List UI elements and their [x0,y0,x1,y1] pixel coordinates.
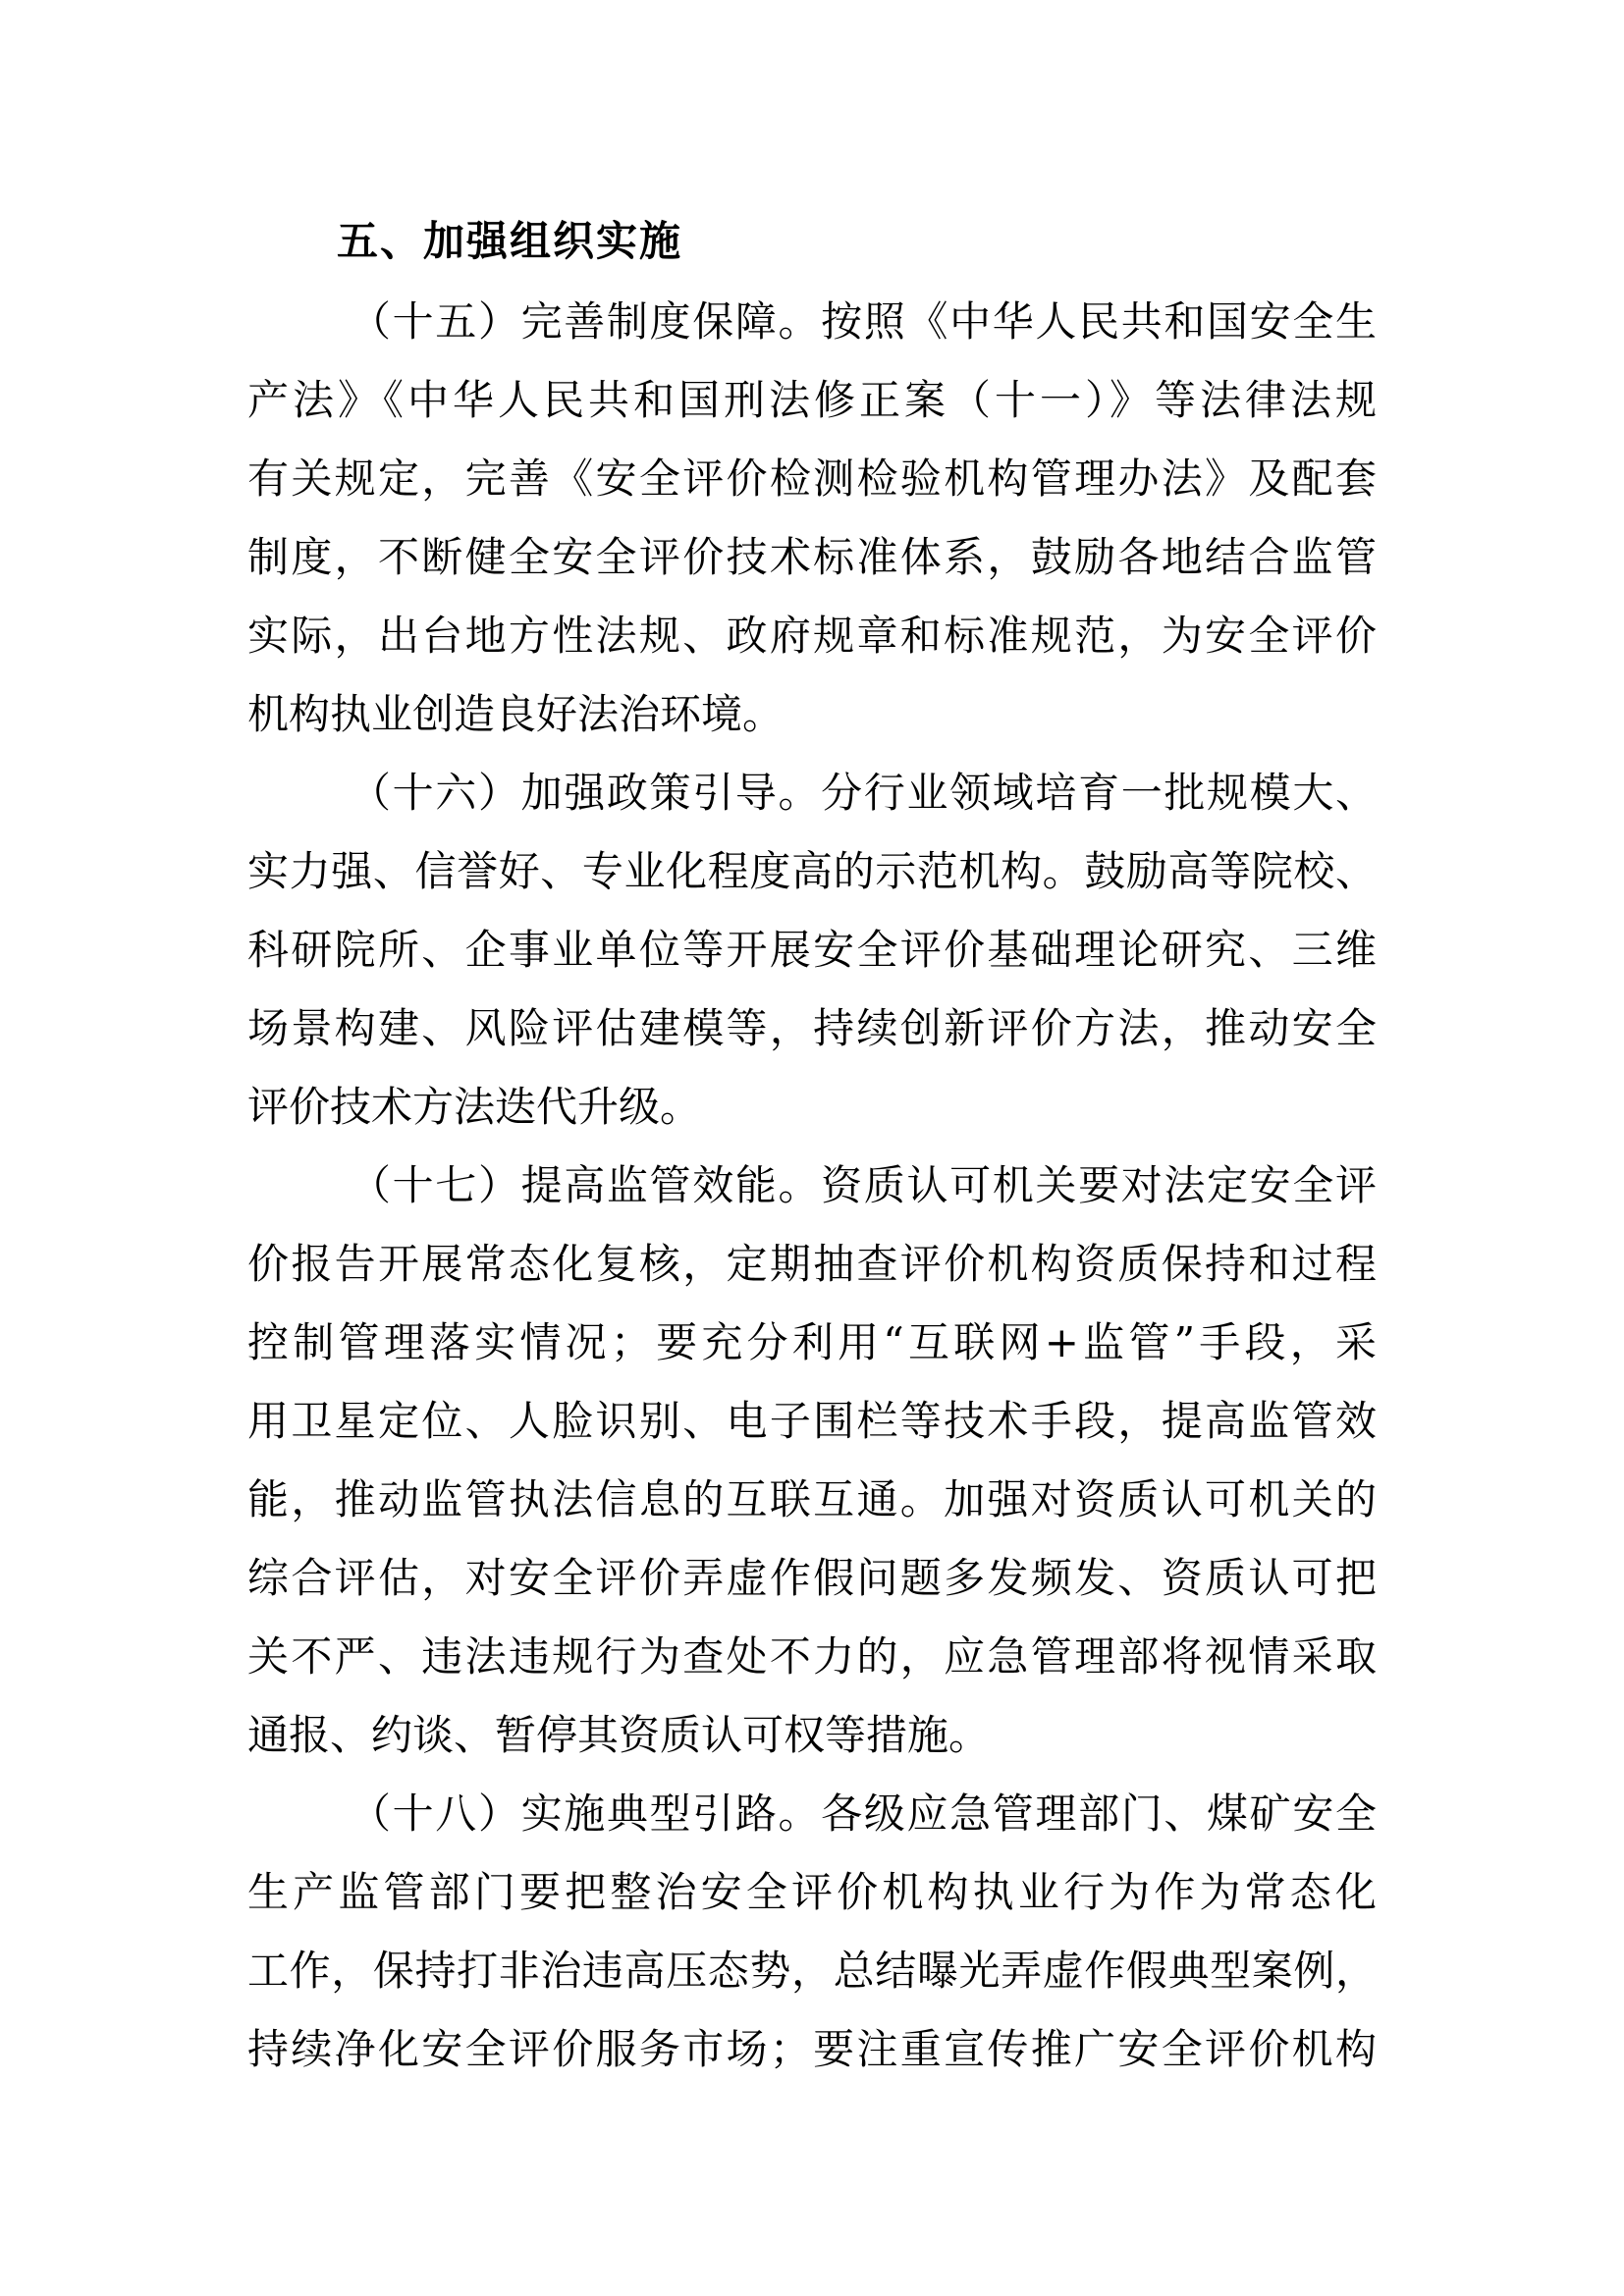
text-line: 实际，出台地方性法规、政府规章和标准规范，为安全评价 [247,612,1377,660]
text-line: 评价技术方法迭代升级。 [247,1083,702,1131]
text-line: 用卫星定位、人脸识别、电子围栏等技术手段，提高监管效 [247,1397,1377,1445]
text-line: 场景构建、风险评估建模等，持续创新评价方法，推动安全 [247,1004,1377,1052]
text-line: 通报、约谈、暂停其资质认可权等措施。 [247,1711,991,1759]
text-line: 机构执业创造良好法治环境。 [247,690,785,738]
text-line: 持续净化安全评价服务市场；要注重宣传推广安全评价机构 [247,2025,1377,2073]
text-line: 有关规定，完善《安全评价检测检验机构管理办法》及配套 [247,454,1377,503]
document-body [247,298,1377,2105]
text-line: 产法》《中华人民共和国刑法修正案（十一）》等法律法规 [247,376,1377,424]
paragraph-18 [247,1790,1377,2105]
section-heading: 五、加强组织实施 [337,217,683,265]
text-line: 能，推动监管执法信息的互联互通。加强对资质认可机关的 [247,1475,1377,1523]
paragraph-17 [247,1162,1377,1790]
text-line: 控制管理落实情况；要充分利用“互联网+监管”手段，采 [247,1318,1377,1366]
text-line: 制度，不断健全安全评价技术标准体系，鼓励各地结合监管 [247,533,1377,581]
paragraph-16 [247,770,1377,1162]
text-line: 科研院所、企事业单位等开展安全评价基础理论研究、三维 [247,926,1377,974]
text-line: 价报告开展常态化复核，定期抽查评价机构资质保持和过程 [247,1240,1377,1288]
text-line: 综合评估，对安全评价弄虚作假问题多发频发、资质认可把 [247,1554,1377,1602]
paragraph-15 [247,298,1377,770]
text-line: 关不严、违法违规行为查处不力的，应急管理部将视情采取 [247,1632,1377,1681]
text-line: （十六）加强政策引导。分行业领域培育一批规模大、 [350,769,1377,817]
text-line: 工作，保持打非治违高压态势，总结曝光弄虚作假典型案例， [247,1947,1377,1995]
text-line: （十七）提高监管效能。资质认可机关要对法定安全评 [350,1161,1377,1209]
text-line: （十五）完善制度保障。按照《中华人民共和国安全生 [350,297,1377,346]
text-line: 实力强、信誉好、专业化程度高的示范机构。鼓励高等院校、 [247,847,1377,895]
text-line: 生产监管部门要把整治安全评价机构执业行为作为常态化 [247,1868,1377,1916]
text-line: （十八）实施典型引路。各级应急管理部门、煤矿安全 [350,1789,1377,1838]
